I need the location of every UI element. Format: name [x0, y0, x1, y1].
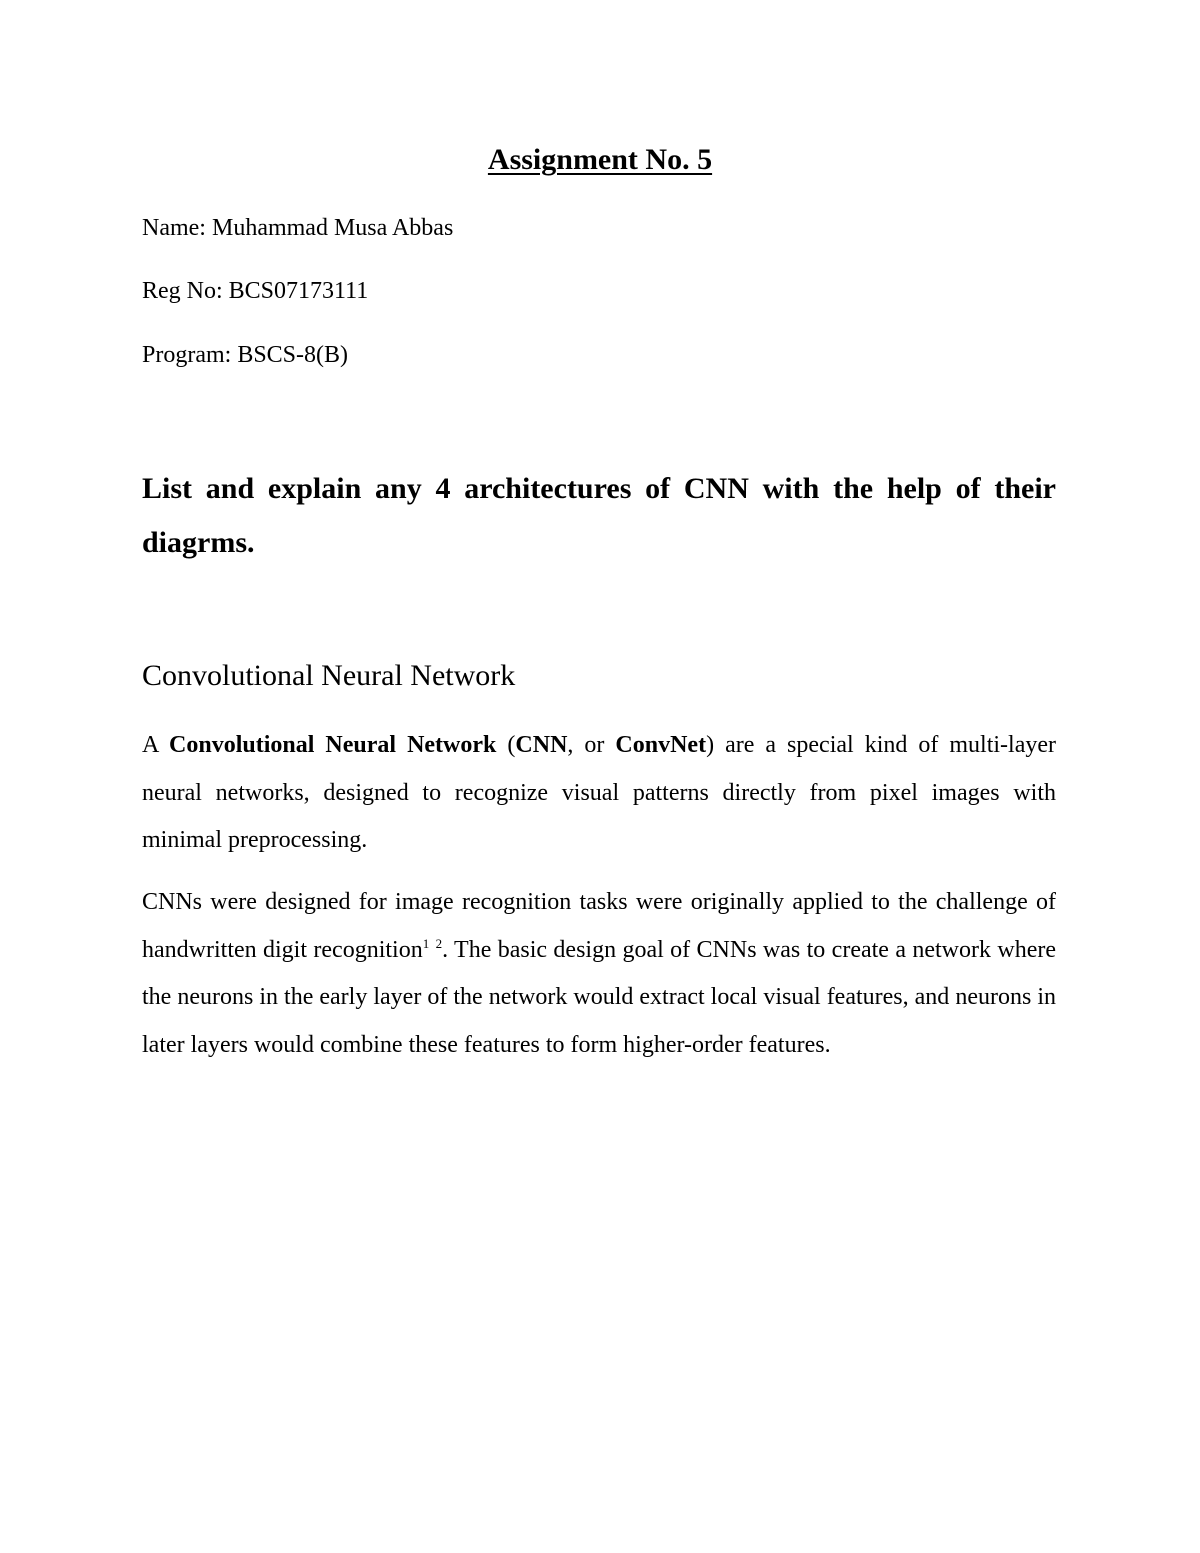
para1-text-1: A: [142, 732, 170, 758]
para1-text-3: , or: [567, 732, 616, 758]
assignment-title: Assignment No. 5: [487, 143, 713, 176]
para2-text-2: . The basic design goal of CNNs was to create a network where the neurons in the early layer of the network would extract local visual features, and neurons in later layers would combine these features to form higher-order features.: [142, 936, 1057, 1058]
para1-bold-term-1: Convolutional Neural Network: [169, 732, 497, 758]
cnn-definition-paragraph: [142, 722, 1056, 865]
para1-bold-term-2: CNN: [515, 732, 568, 758]
para2-text-1: CNNs were designed for image recognition tasks were originally applied to the challenge of handwritten digit recognition: [142, 889, 1056, 963]
footnote-ref-2: 2: [435, 935, 443, 951]
assignment-question: List and explain any 4 architectures of CNN with the help of their diagrms.: [142, 472, 1056, 559]
student-name-line: Name: Muhammad Musa Abbas: [142, 215, 454, 241]
para1-text-2: (: [496, 732, 516, 758]
section-heading: Convolutional Neural Network: [142, 659, 516, 692]
cnn-history-paragraph: [142, 879, 1056, 1069]
para1-text-4: ) are a special kind of multi-layer neural networks, designed to recognize visual patterns directly from pixel images with minimal preprocessing.: [142, 732, 1056, 853]
footnote-ref-1: 1: [422, 935, 430, 951]
registration-number-line: Reg No: BCS07173111: [142, 278, 369, 304]
para1-bold-term-3: ConvNet: [615, 732, 707, 758]
program-line: Program: BSCS-8(B): [142, 342, 349, 368]
